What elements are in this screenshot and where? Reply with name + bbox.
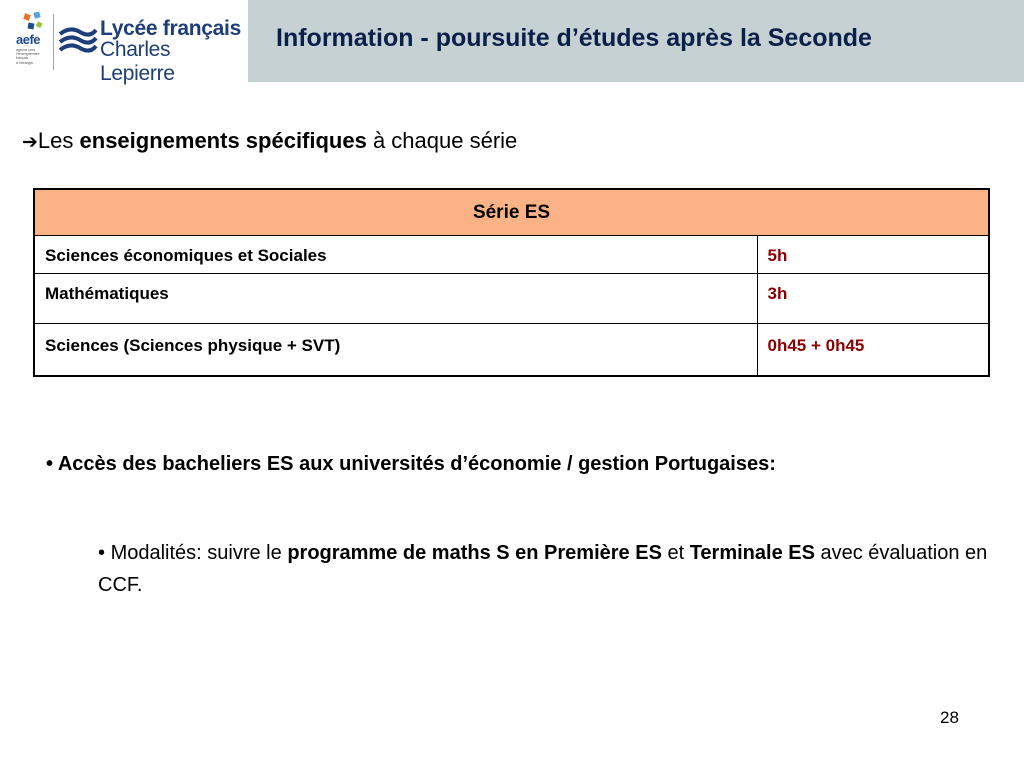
modalities-text-2: et xyxy=(661,542,690,564)
subject-cell: Mathématiques xyxy=(34,274,757,324)
modalities-bold-1: programme de maths S en Première ES xyxy=(287,542,662,564)
page-title: Information - poursuite d’études après la Seconde xyxy=(276,24,872,52)
aefe-squares-icon xyxy=(22,12,46,34)
bullet-marker: • xyxy=(98,542,111,564)
table-row xyxy=(34,324,989,376)
subtitle-prefix: Les xyxy=(37,128,80,153)
title-bar xyxy=(248,0,1024,82)
table-row xyxy=(34,236,989,274)
page-number: 28 xyxy=(940,708,959,727)
lycee-wave-icon xyxy=(58,24,98,54)
section-subtitle xyxy=(22,128,517,154)
modalities-text-1: Modalités: suivre le xyxy=(110,542,288,564)
bullet-modalities xyxy=(98,537,988,601)
logo-divider xyxy=(53,14,54,70)
series-table xyxy=(33,188,990,377)
aefe-logo-text: aefe xyxy=(16,32,41,47)
hours-cell: 5h xyxy=(757,236,989,274)
bullet-access-text: Accès des bacheliers ES aux universités d’économie / gestion Portugaises: xyxy=(57,453,776,475)
bullet-marker: • xyxy=(46,453,58,475)
arrow-right-icon: ➔ xyxy=(22,131,38,153)
hours-cell: 0h45 + 0h45 xyxy=(757,324,989,376)
table-header-row xyxy=(34,189,989,236)
logo-line-1: Lycée français xyxy=(100,17,241,40)
aefe-logo xyxy=(14,12,54,72)
bullet-access xyxy=(46,448,846,480)
table-row xyxy=(34,274,989,324)
subject-cell: Sciences économiques et Sociales xyxy=(34,236,757,274)
logo-line-2: Charles Lepierre xyxy=(100,38,175,85)
modalities-text-3: avec évaluation en CCF. xyxy=(98,542,988,596)
subtitle-suffix: à chaque série xyxy=(366,128,518,153)
table-header: Série ES xyxy=(34,189,989,236)
modalities-bold-2: Terminale ES xyxy=(689,542,815,564)
aefe-logo-subtext: agence pour l'enseignement français à l'étranger xyxy=(16,48,40,65)
subject-cell: Sciences (Sciences physique + SVT) xyxy=(34,324,757,376)
hours-cell: 3h xyxy=(757,274,989,324)
school-logo xyxy=(0,0,248,85)
subtitle-bold: enseignements spécifiques xyxy=(79,128,367,153)
